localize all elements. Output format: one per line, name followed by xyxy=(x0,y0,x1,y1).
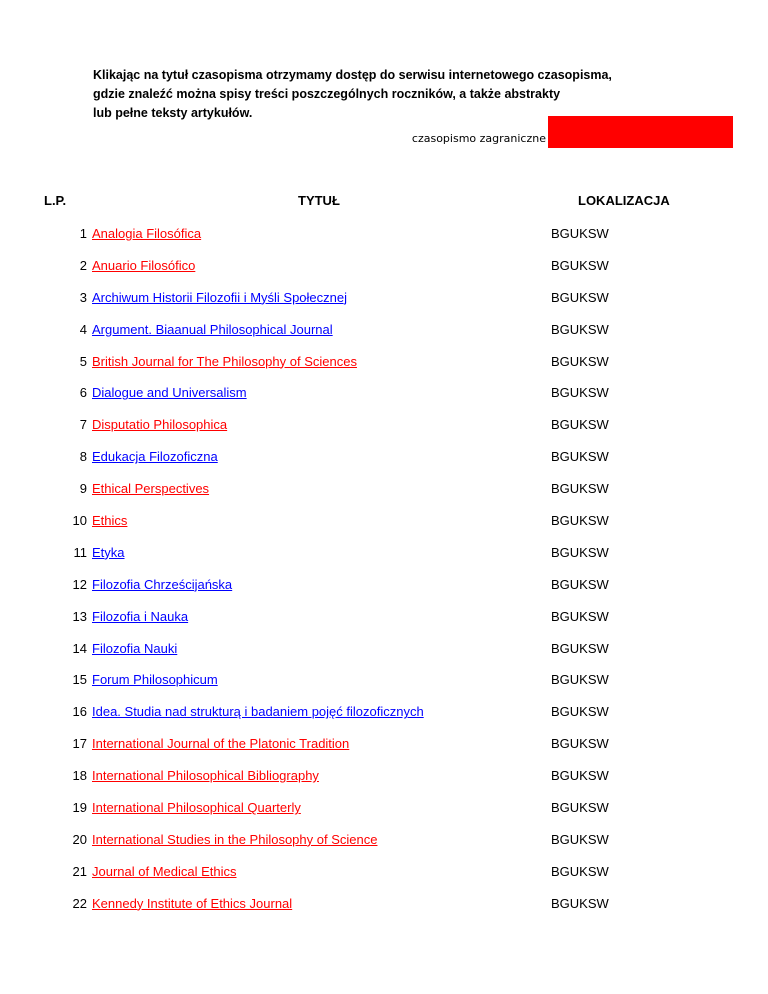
table-row xyxy=(0,383,768,415)
table-row xyxy=(0,352,768,384)
row-number: 16 xyxy=(72,704,87,720)
journal-title-link[interactable]: Journal of Medical Ethics xyxy=(92,863,237,879)
row-location: BGUKSW xyxy=(551,863,609,879)
row-number: 14 xyxy=(72,640,87,656)
row-number: 5 xyxy=(79,353,87,369)
journal-title-link[interactable]: Edukacja Filozoficzna xyxy=(92,449,218,465)
row-location: BGUKSW xyxy=(551,289,609,305)
table-row xyxy=(0,447,768,479)
table-row xyxy=(0,798,768,830)
row-number: 15 xyxy=(72,672,87,688)
journal-title-link[interactable]: International Philosophical Quarterly xyxy=(92,800,301,816)
journal-title-link[interactable]: Forum Philosophicum xyxy=(92,672,218,688)
table-row xyxy=(0,511,768,543)
journal-title-link[interactable]: Filozofia Nauki xyxy=(92,640,178,656)
row-location: BGUKSW xyxy=(551,353,609,369)
row-number: 9 xyxy=(79,481,87,497)
intro-text xyxy=(93,66,733,123)
row-location: BGUKSW xyxy=(551,704,609,720)
journal-title-link[interactable]: Analogia Filosófica xyxy=(92,226,202,241)
table-row xyxy=(0,766,768,798)
journal-title-link[interactable]: Archiwum Historii Filozofii i Myśli Społecznej xyxy=(92,289,348,305)
row-location: BGUKSW xyxy=(551,672,609,688)
row-location: BGUKSW xyxy=(551,417,609,433)
legend-color-swatch xyxy=(548,116,733,148)
row-location: BGUKSW xyxy=(551,608,609,624)
row-number: 2 xyxy=(79,257,87,273)
journal-title-link[interactable]: Disputatio Philosophica xyxy=(92,417,228,433)
row-number: 13 xyxy=(72,608,87,624)
row-number: 18 xyxy=(72,768,87,784)
row-number: 11 xyxy=(73,544,87,560)
row-number: 7 xyxy=(79,417,87,433)
row-number: 21 xyxy=(72,863,87,879)
journal-table xyxy=(0,224,768,926)
journal-title-link[interactable]: Etyka xyxy=(92,544,125,560)
table-row xyxy=(0,288,768,320)
row-number: 22 xyxy=(72,895,87,911)
row-location: BGUKSW xyxy=(551,544,609,560)
table-row xyxy=(0,862,768,894)
journal-title-link[interactable]: Ethical Perspectives xyxy=(92,481,210,497)
row-location: BGUKSW xyxy=(551,576,609,592)
row-number: 10 xyxy=(72,513,87,529)
row-location: BGUKSW xyxy=(551,449,609,465)
row-location: BGUKSW xyxy=(551,385,609,401)
journal-title-link[interactable]: Filozofia i Nauka xyxy=(92,608,189,624)
row-number: 8 xyxy=(79,449,87,465)
row-location: BGUKSW xyxy=(551,513,609,529)
journal-title-link[interactable]: British Journal for The Philosophy of Sciences xyxy=(92,353,357,369)
journal-title-link[interactable]: Idea. Studia nad strukturą i badaniem pojęć filozoficznych xyxy=(92,704,424,720)
row-location: BGUKSW xyxy=(551,800,609,816)
table-row xyxy=(0,543,768,575)
table-row xyxy=(0,224,768,256)
row-location: BGUKSW xyxy=(551,831,609,847)
row-location: BGUKSW xyxy=(551,481,609,497)
journal-title-link[interactable]: Filozofia Chrześcijańska xyxy=(92,576,233,592)
legend-label: czasopismo zagraniczne xyxy=(411,132,546,145)
header-location: LOKALIZACJA xyxy=(578,193,670,208)
table-row xyxy=(0,639,768,671)
header-lp: L.P. xyxy=(44,193,67,208)
table-row xyxy=(0,734,768,766)
row-location: BGUKSW xyxy=(551,226,609,241)
journal-title-link[interactable]: Anuario Filosófico xyxy=(92,257,196,273)
row-location: BGUKSW xyxy=(551,768,609,784)
journal-title-link[interactable]: International Philosophical Bibliography xyxy=(92,768,319,784)
table-row xyxy=(0,415,768,447)
table-row xyxy=(0,894,768,926)
intro-line: lub pełne teksty artykułów. xyxy=(93,106,253,120)
journal-title-link[interactable]: International Journal of the Platonic Tradition xyxy=(92,736,350,752)
table-row xyxy=(0,607,768,639)
row-number: 19 xyxy=(72,800,87,816)
intro-line: gdzie znaleźć można spisy treści poszczególnych roczników, a także abstrakty xyxy=(93,87,561,101)
row-location: BGUKSW xyxy=(551,640,609,656)
header-title: TYTUŁ xyxy=(298,193,340,208)
table-row xyxy=(0,256,768,288)
row-location: BGUKSW xyxy=(551,736,609,752)
table-row xyxy=(0,320,768,352)
row-location: BGUKSW xyxy=(551,321,609,337)
row-location: BGUKSW xyxy=(551,895,609,911)
journal-title-link[interactable]: Dialogue and Universalism xyxy=(92,385,247,401)
journal-title-link[interactable]: Kennedy Institute of Ethics Journal xyxy=(92,895,293,911)
table-row xyxy=(0,702,768,734)
legend xyxy=(0,116,768,148)
row-number: 20 xyxy=(72,831,87,847)
table-row xyxy=(0,575,768,607)
row-number: 6 xyxy=(79,385,87,401)
journal-title-link[interactable]: International Studies in the Philosophy of Science xyxy=(92,831,378,847)
row-number: 4 xyxy=(79,321,87,337)
row-number: 12 xyxy=(72,576,87,592)
row-number: 1 xyxy=(79,226,87,241)
journal-title-link[interactable]: Ethics xyxy=(92,513,128,529)
intro-line: Klikając na tytuł czasopisma otrzymamy dostęp do serwisu internetowego czasopisma, xyxy=(93,68,612,82)
row-number: 17 xyxy=(72,736,87,752)
table-row xyxy=(0,830,768,862)
row-number: 3 xyxy=(79,289,87,305)
table-row xyxy=(0,670,768,702)
row-location: BGUKSW xyxy=(551,257,609,273)
table-row xyxy=(0,479,768,511)
journal-title-link[interactable]: Argument. Biaanual Philosophical Journal xyxy=(92,321,333,337)
